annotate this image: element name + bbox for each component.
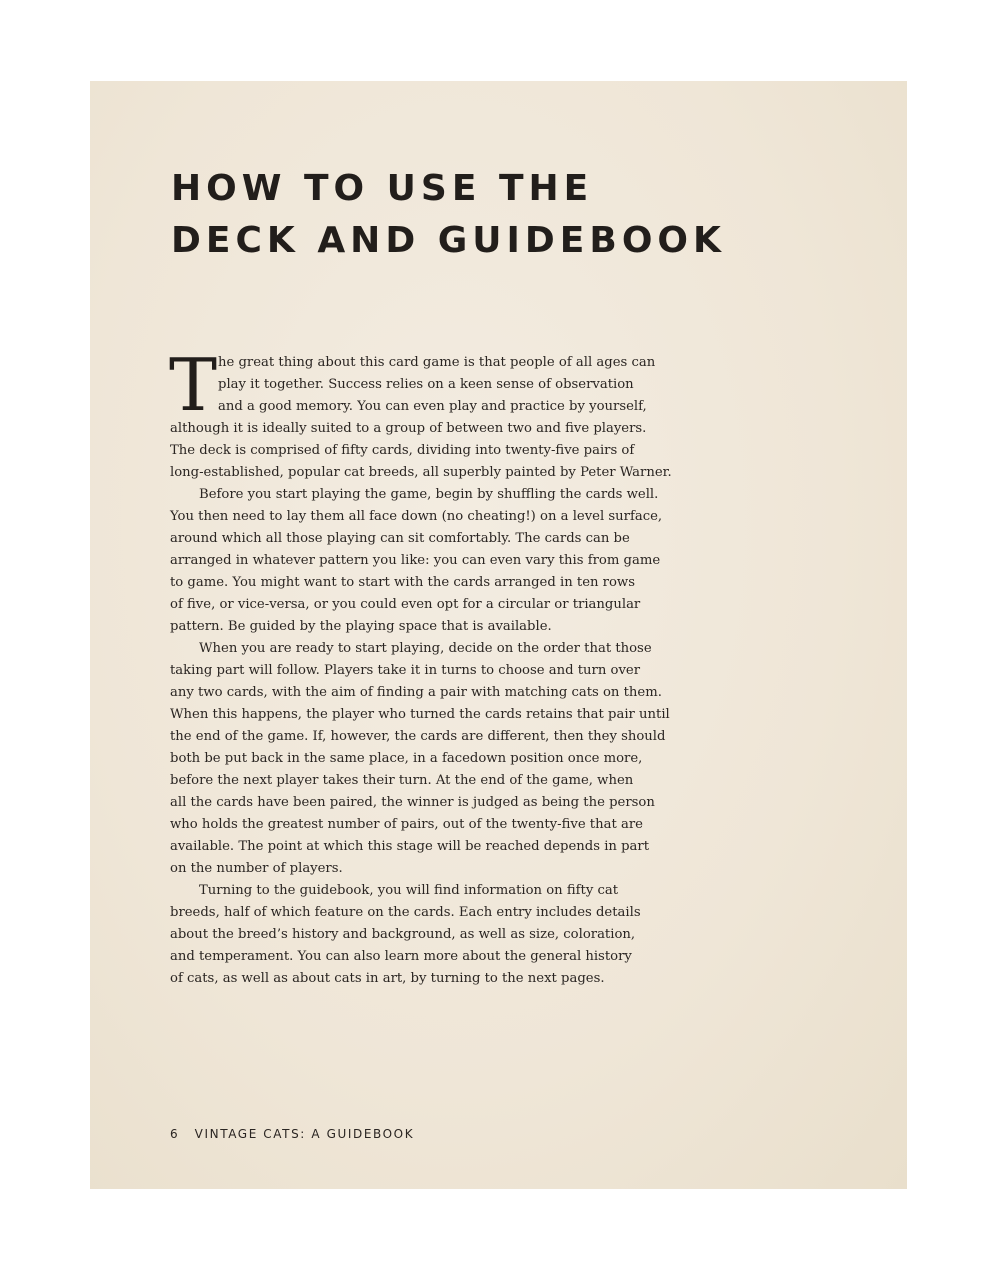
text-line: he great thing about this card game is that people of all ages can xyxy=(218,355,656,370)
page-title xyxy=(171,163,726,267)
paragraph-4 xyxy=(170,880,670,990)
page xyxy=(90,81,907,1189)
text-line: breeds, half of which feature on the cards. Each entry includes details xyxy=(170,905,641,920)
text-line: before the next player takes their turn. At the end of the game, when xyxy=(170,773,634,788)
text-line: When this happens, the player who turned the cards retains that pair until xyxy=(170,707,670,722)
page-title-line-2: DECK AND GUIDEBOOK xyxy=(171,220,726,261)
text-line: long-established, popular cat breeds, all superbly painted by Peter Warner. xyxy=(170,465,672,480)
drop-cap: T xyxy=(169,343,218,427)
paragraph-3 xyxy=(170,638,670,880)
page-title-line-1: HOW TO USE THE xyxy=(171,168,594,209)
text-line: Turning to the guidebook, you will find information on fifty cat xyxy=(199,883,619,898)
text-line: The deck is comprised of fifty cards, dividing into twenty-five pairs of xyxy=(170,443,635,458)
paragraph-1 xyxy=(169,343,672,484)
page-number: 6 xyxy=(170,1127,180,1141)
text-line: available. The point at which this stage will be reached depends in part xyxy=(170,839,650,854)
text-line: all the cards have been paired, the winner is judged as being the person xyxy=(170,795,655,810)
text-line: who holds the greatest number of pairs, out of the twenty-five that are xyxy=(170,817,643,832)
body-text xyxy=(169,343,672,990)
text-line: arranged in whatever pattern you like: you can even vary this from game xyxy=(170,553,661,568)
text-line: of five, or vice-versa, or you could even opt for a circular or triangular xyxy=(170,597,641,612)
text-line: taking part will follow. Players take it in turns to choose and turn over xyxy=(170,663,641,678)
running-title: VINTAGE CATS: A GUIDEBOOK xyxy=(194,1127,415,1141)
text-line: play it together. Success relies on a keen sense of observation xyxy=(218,377,634,392)
text-line: and a good memory. You can even play and practice by yourself, xyxy=(218,399,647,414)
text-line: although it is ideally suited to a group of between two and five players. xyxy=(170,421,647,436)
text-line: pattern. Be guided by the playing space that is available. xyxy=(170,619,552,634)
text-line: on the number of players. xyxy=(170,861,343,876)
text-line: of cats, as well as about cats in art, by turning to the next pages. xyxy=(170,971,605,986)
text-line: When you are ready to start playing, decide on the order that those xyxy=(199,641,652,656)
text-line: to game. You might want to start with the cards arranged in ten rows xyxy=(170,575,635,590)
text-line: and temperament. You can also learn more about the general history xyxy=(170,949,632,964)
text-line: about the breed’s history and background, as well as size, coloration, xyxy=(170,927,636,942)
running-footer xyxy=(170,1127,414,1141)
text-line: both be put back in the same place, in a facedown position once more, xyxy=(170,751,643,766)
text-line: around which all those playing can sit comfortably. The cards can be xyxy=(170,531,630,546)
text-line: the end of the game. If, however, the cards are different, then they should xyxy=(170,729,666,744)
paragraph-2 xyxy=(170,484,670,638)
text-line: You then need to lay them all face down (no cheating!) on a level surface, xyxy=(170,509,663,524)
text-line: Before you start playing the game, begin by shuffling the cards well. xyxy=(199,487,659,502)
text-line: any two cards, with the aim of finding a pair with matching cats on them. xyxy=(170,685,662,700)
